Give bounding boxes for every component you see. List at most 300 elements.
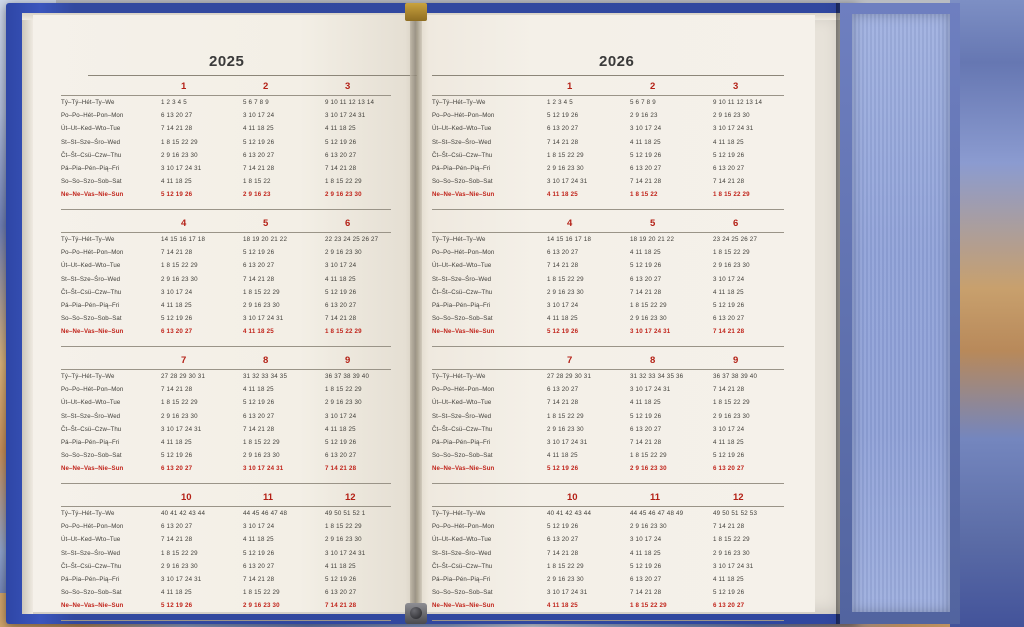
- month-dates: 1 8 15 22 29: [547, 275, 584, 283]
- month-number: 12: [733, 492, 744, 503]
- month-dates: 5 12 19 26: [325, 439, 357, 446]
- month-dates: 44 45 46 47 48: [243, 510, 288, 517]
- month-dates: 1 8 15 22 29: [630, 302, 667, 309]
- month-dates: 2 9 16 23 30: [325, 536, 362, 544]
- month-dates: 5 12 19 26: [547, 112, 579, 120]
- month-dates: 49 50 51 52 1: [325, 510, 366, 517]
- weekday-label: Čt–Št–Csü–Czw–Thu: [432, 425, 493, 433]
- month-number: 4: [567, 218, 573, 229]
- weekday-label: Tý–Tý–Hét–Ty–We: [432, 510, 486, 517]
- right-cover-cloth: [852, 14, 950, 612]
- month-dates: 7 14 21 28: [630, 178, 662, 186]
- month-dates: 4 11 18 25: [325, 425, 356, 433]
- month-dates: 5 12 19 26: [547, 328, 579, 336]
- month-dates: 40 41 42 43 44: [161, 510, 206, 517]
- weekday-label: Pá–Pia–Pén–Pią–Fri: [432, 302, 491, 309]
- month-dates: 2 9 16 23 30: [713, 412, 750, 420]
- weekday-label: Po–Po–Hét–Pon–Mon: [61, 112, 124, 120]
- month-number: 9: [733, 355, 739, 366]
- month-dates: 9 10 11 12 13 14: [325, 99, 375, 106]
- month-dates: 3 10 17 24: [325, 262, 357, 270]
- month-dates: 2 9 16 23 30: [547, 576, 584, 583]
- weekday-label: Po–Po–Hét–Pon–Mon: [432, 523, 495, 531]
- month-dates: 4 11 18 25: [547, 602, 578, 610]
- weekday-label: Po–Po–Hét–Pon–Mon: [61, 523, 124, 531]
- weekday-label: St–St–Sze–Śro–Wed: [432, 412, 492, 420]
- weekday-label: Čt–Št–Csü–Czw–Thu: [61, 425, 122, 433]
- month-dates: 5 12 19 26: [630, 412, 662, 420]
- weekday-label: Ne–Ne–Vas–Nie–Sun: [432, 328, 495, 336]
- weekday-label: St–St–Sze–Śro–Wed: [432, 549, 492, 557]
- weekday-label: Pá–Pia–Pén–Pią–Fri: [61, 165, 120, 172]
- month-dates: 7 14 21 28: [713, 178, 745, 186]
- month-dates: 3 10 17 24 31: [547, 589, 588, 597]
- weekday-label: Po–Po–Hét–Pon–Mon: [432, 112, 495, 120]
- quarter-rule-bottom: [61, 209, 391, 210]
- month-dates: 5 12 19 26: [161, 602, 193, 610]
- month-dates: 6 13 20 27: [325, 302, 357, 309]
- weekday-label: Ne–Ne–Vas–Nie–Sun: [432, 465, 495, 473]
- weekday-label: Ne–Ne–Vas–Nie–Sun: [61, 191, 124, 199]
- weekday-label: Ne–Ne–Vas–Nie–Sun: [61, 465, 124, 473]
- month-dates: 5 12 19 26: [547, 465, 579, 473]
- month-dates: 1 8 15 22 29: [161, 549, 198, 557]
- month-dates: 1 8 15 22 29: [243, 439, 280, 446]
- month-dates: 5 6 7 8 9: [630, 99, 656, 106]
- month-dates: 6 13 20 27: [630, 425, 662, 433]
- left-page: [33, 15, 413, 612]
- weekday-label: Út–Ut–Ked–Wto–Tue: [432, 262, 492, 270]
- month-dates: 1 8 15 22 29: [243, 288, 280, 296]
- weekday-label: Čt–Št–Csü–Czw–Thu: [432, 288, 493, 296]
- month-dates: 1 8 15 22 29: [325, 328, 362, 336]
- month-dates: 1 8 15 22 29: [630, 602, 667, 610]
- month-dates: 5 12 19 26: [243, 399, 275, 407]
- month-dates: 6 13 20 27: [547, 386, 579, 394]
- month-number: 10: [567, 492, 578, 503]
- quarter-block: [417, 355, 815, 485]
- month-number: 4: [181, 218, 187, 229]
- quarter-rule-bottom: [432, 620, 784, 621]
- month-dates: 1 2 3 4 5: [161, 99, 187, 106]
- month-dates: 4 11 18 25: [630, 138, 661, 146]
- month-dates: 5 12 19 26: [547, 523, 579, 531]
- month-dates: 5 12 19 26: [161, 191, 193, 199]
- month-dates: 4 11 18 25: [630, 399, 661, 407]
- month-number: 12: [345, 492, 356, 503]
- month-dates: 3 10 17 24: [713, 425, 745, 433]
- weekday-label: Tý–Tý–Hét–Ty–We: [432, 99, 486, 106]
- month-dates: 3 10 17 24 31: [243, 465, 284, 473]
- month-dates: 1 8 15 22 29: [161, 262, 198, 270]
- month-number: 8: [650, 355, 656, 366]
- left-page-top-rule: [88, 75, 418, 76]
- month-number: 2: [263, 81, 269, 92]
- month-dates: 2 9 16 23 30: [713, 549, 750, 557]
- month-dates: 2 9 16 23 30: [243, 302, 280, 309]
- quarter-rule: [432, 506, 784, 507]
- month-dates: 44 45 46 47 48 49: [630, 510, 684, 517]
- weekday-label: So–So–Szo–Sob–Sat: [432, 178, 493, 186]
- weekday-label: St–St–Sze–Śro–Wed: [432, 138, 492, 146]
- month-dates: 4 11 18 25: [547, 191, 578, 199]
- weekday-label: Tý–Tý–Hét–Ty–We: [432, 373, 486, 380]
- month-number: 8: [263, 355, 269, 366]
- weekday-label: So–So–Szo–Sob–Sat: [61, 452, 122, 460]
- month-dates: 14 15 16 17 18: [547, 236, 592, 243]
- month-dates: 7 14 21 28: [547, 549, 579, 557]
- month-dates: 1 8 15 22 29: [325, 523, 362, 531]
- month-dates: 22 23 24 25 26 27: [325, 236, 379, 243]
- quarter-block: [33, 81, 413, 211]
- month-dates: 49 50 51 52 53: [713, 510, 758, 517]
- weekday-label: So–So–Szo–Sob–Sat: [432, 589, 493, 597]
- quarter-rule: [61, 369, 391, 370]
- month-dates: 2 9 16 23: [243, 191, 271, 199]
- month-dates: 2 9 16 23 30: [243, 602, 280, 610]
- month-dates: 1 8 15 22 29: [630, 452, 667, 460]
- month-dates: 3 10 17 24 31: [630, 328, 671, 336]
- weekday-label: Pá–Pia–Pén–Pią–Fri: [61, 302, 120, 309]
- month-number: 2: [650, 81, 656, 92]
- weekday-label: Ne–Ne–Vas–Nie–Sun: [61, 328, 124, 336]
- month-dates: 36 37 38 39 40: [325, 373, 370, 380]
- month-dates: 5 12 19 26: [243, 249, 275, 257]
- month-dates: 3 10 17 24: [325, 412, 357, 420]
- weekday-label: Pá–Pia–Pén–Pią–Fri: [432, 439, 491, 446]
- weekday-label: Pá–Pia–Pén–Pią–Fri: [61, 439, 120, 446]
- month-number: 9: [345, 355, 351, 366]
- clasp-knob[interactable]: [410, 607, 422, 619]
- month-dates: 2 9 16 23 30: [547, 165, 584, 172]
- quarter-rule-bottom: [61, 483, 391, 484]
- weekday-label: Út–Ut–Ked–Wto–Tue: [61, 262, 121, 270]
- month-dates: 7 14 21 28: [630, 589, 662, 597]
- book-cover-right-edge: [950, 0, 1024, 627]
- month-dates: 1 8 15 22: [630, 191, 658, 199]
- month-dates: 2 9 16 23 30: [547, 425, 584, 433]
- month-number: 5: [263, 218, 269, 229]
- month-dates: 3 10 17 24 31: [243, 315, 284, 323]
- quarter-block: [417, 492, 815, 622]
- month-dates: 7 14 21 28: [630, 288, 662, 296]
- month-dates: 3 10 17 24 31: [547, 439, 588, 446]
- month-dates: 36 37 38 39 40: [713, 373, 758, 380]
- weekday-label: Út–Ut–Ked–Wto–Tue: [61, 399, 121, 407]
- weekday-label: Út–Ut–Ked–Wto–Tue: [61, 536, 121, 544]
- weekday-label: Tý–Tý–Hét–Ty–We: [432, 236, 486, 243]
- month-dates: 27 28 29 30 31: [547, 373, 592, 380]
- month-dates: 7 14 21 28: [243, 275, 275, 283]
- month-dates: 6 13 20 27: [161, 112, 193, 120]
- month-dates: 1 8 15 22 29: [713, 536, 750, 544]
- month-dates: 4 11 18 25: [713, 138, 744, 146]
- month-dates: 5 12 19 26: [243, 138, 275, 146]
- month-number: 5: [650, 218, 656, 229]
- weekday-label: Ne–Ne–Vas–Nie–Sun: [61, 602, 124, 610]
- month-dates: 4 11 18 25: [243, 386, 274, 394]
- month-dates: 31 32 33 34 35: [243, 373, 288, 380]
- weekday-label: Tý–Tý–Hét–Ty–We: [61, 99, 115, 106]
- month-dates: 31 32 33 34 35 36: [630, 373, 684, 380]
- quarter-block: [33, 492, 413, 622]
- month-dates: 23 24 25 26 27: [713, 236, 758, 243]
- quarter-rule: [432, 95, 784, 96]
- month-dates: 7 14 21 28: [161, 249, 193, 257]
- weekday-label: So–So–Szo–Sob–Sat: [432, 315, 493, 323]
- month-dates: 3 10 17 24: [161, 288, 193, 296]
- month-dates: 4 11 18 25: [325, 275, 356, 283]
- month-dates: 5 12 19 26: [325, 288, 357, 296]
- month-dates: 4 11 18 25: [243, 328, 274, 336]
- weekday-label: St–St–Sze–Śro–Wed: [61, 275, 121, 283]
- month-dates: 2 9 16 23 30: [630, 465, 667, 473]
- month-dates: 27 28 29 30 31: [161, 373, 206, 380]
- month-number: 1: [181, 81, 187, 92]
- month-dates: 4 11 18 25: [630, 549, 661, 557]
- quarter-rule: [432, 369, 784, 370]
- month-dates: 7 14 21 28: [243, 165, 275, 172]
- month-dates: 6 13 20 27: [547, 125, 579, 133]
- month-dates: 3 10 17 24: [243, 112, 275, 120]
- month-dates: 3 10 17 24 31: [161, 165, 202, 172]
- month-dates: 6 13 20 27: [161, 523, 193, 531]
- month-number: 3: [345, 81, 351, 92]
- month-dates: 6 13 20 27: [243, 262, 275, 270]
- month-dates: 6 13 20 27: [630, 165, 662, 172]
- month-dates: 4 11 18 25: [161, 178, 192, 186]
- weekday-label: Tý–Tý–Hét–Ty–We: [61, 510, 115, 517]
- month-dates: 5 12 19 26: [713, 589, 745, 597]
- month-dates: 6 13 20 27: [161, 465, 193, 473]
- month-dates: 7 14 21 28: [161, 386, 193, 394]
- month-dates: 1 8 15 22 29: [325, 386, 362, 394]
- month-dates: 2 9 16 23 30: [325, 399, 362, 407]
- month-dates: 5 12 19 26: [713, 302, 745, 309]
- month-dates: 18 19 20 21 22: [630, 236, 675, 243]
- month-dates: 1 2 3 4 5: [547, 99, 573, 106]
- weekday-label: So–So–Szo–Sob–Sat: [61, 315, 122, 323]
- month-dates: 6 13 20 27: [713, 315, 745, 323]
- month-dates: 4 11 18 25: [161, 439, 192, 446]
- weekday-label: So–So–Szo–Sob–Sat: [61, 589, 122, 597]
- month-dates: 7 14 21 28: [547, 138, 579, 146]
- month-dates: 7 14 21 28: [547, 262, 579, 270]
- weekday-label: Út–Ut–Ked–Wto–Tue: [432, 536, 492, 544]
- month-dates: 5 6 7 8 9: [243, 99, 269, 106]
- month-dates: 1 8 15 22 29: [713, 399, 750, 407]
- right-page-year: 2026: [599, 53, 635, 70]
- month-number: 7: [181, 355, 187, 366]
- weekday-label: So–So–Szo–Sob–Sat: [61, 178, 122, 186]
- weekday-label: Po–Po–Hét–Pon–Mon: [61, 249, 124, 257]
- month-dates: 4 11 18 25: [713, 288, 744, 296]
- month-dates: 6 13 20 27: [243, 562, 275, 570]
- weekday-label: Čt–Št–Csü–Czw–Thu: [432, 562, 493, 570]
- month-dates: 3 10 17 24: [243, 523, 275, 531]
- weekday-label: Po–Po–Hét–Pon–Mon: [432, 386, 495, 394]
- month-dates: 5 12 19 26: [630, 151, 662, 159]
- weekday-label: St–St–Sze–Śro–Wed: [61, 412, 121, 420]
- month-number: 7: [567, 355, 573, 366]
- quarter-block: [417, 218, 815, 348]
- quarter-rule-bottom: [61, 346, 391, 347]
- month-number: 11: [263, 492, 274, 503]
- weekday-label: So–So–Szo–Sob–Sat: [432, 452, 493, 460]
- month-dates: 4 11 18 25: [325, 562, 356, 570]
- weekday-label: Ne–Ne–Vas–Nie–Sun: [432, 191, 495, 199]
- weekday-label: Út–Ut–Ked–Wto–Tue: [61, 125, 121, 133]
- quarter-rule-bottom: [432, 346, 784, 347]
- month-dates: 5 12 19 26: [713, 151, 745, 159]
- weekday-label: Pá–Pia–Pén–Pią–Fri: [432, 576, 491, 583]
- month-dates: 3 10 17 24: [630, 125, 662, 133]
- month-dates: 4 11 18 25: [243, 125, 274, 133]
- month-dates: 5 12 19 26: [161, 452, 193, 460]
- month-dates: 7 14 21 28: [243, 576, 275, 583]
- month-dates: 2 9 16 23 30: [630, 315, 667, 323]
- month-dates: 1 8 15 22 29: [325, 178, 362, 186]
- month-dates: 4 11 18 25: [630, 249, 661, 257]
- month-number: 6: [345, 218, 351, 229]
- month-dates: 2 9 16 23 30: [161, 412, 198, 420]
- month-dates: 4 11 18 25: [713, 576, 744, 583]
- month-dates: 6 13 20 27: [325, 589, 357, 597]
- month-dates: 14 15 16 17 18: [161, 236, 206, 243]
- weekday-label: Tý–Tý–Hét–Ty–We: [61, 373, 115, 380]
- month-dates: 9 10 11 12 13 14: [713, 99, 763, 106]
- month-dates: 7 14 21 28: [161, 536, 193, 544]
- month-dates: 2 9 16 23 30: [161, 275, 198, 283]
- month-dates: 2 9 16 23 30: [713, 112, 750, 120]
- month-number: 1: [567, 81, 573, 92]
- month-dates: 2 9 16 23: [630, 112, 658, 120]
- month-dates: 5 12 19 26: [630, 562, 662, 570]
- book-gutter: [410, 15, 422, 612]
- month-dates: 1 8 15 22 29: [243, 589, 280, 597]
- month-dates: 7 14 21 28: [243, 425, 275, 433]
- clasp-top[interactable]: [405, 3, 427, 21]
- weekday-label: Po–Po–Hét–Pon–Mon: [432, 249, 495, 257]
- month-dates: 6 13 20 27: [325, 151, 357, 159]
- month-dates: 4 11 18 25: [161, 302, 192, 309]
- month-dates: 18 19 20 21 22: [243, 236, 288, 243]
- month-dates: 3 10 17 24: [713, 275, 745, 283]
- month-dates: 1 8 15 22: [243, 178, 271, 186]
- quarter-rule-bottom: [61, 620, 391, 621]
- month-dates: 3 10 17 24 31: [161, 425, 202, 433]
- weekday-label: Pá–Pia–Pén–Pią–Fri: [61, 576, 120, 583]
- month-dates: 2 9 16 23 30: [243, 452, 280, 460]
- month-dates: 1 8 15 22 29: [713, 249, 750, 257]
- right-page: [417, 15, 815, 612]
- weekday-label: St–St–Sze–Śro–Wed: [61, 138, 121, 146]
- month-dates: 7 14 21 28: [325, 465, 357, 473]
- month-dates: 2 9 16 23 30: [713, 262, 750, 270]
- month-dates: 5 12 19 26: [713, 452, 745, 460]
- month-dates: 7 14 21 28: [713, 523, 745, 531]
- month-dates: 3 10 17 24 31: [713, 562, 754, 570]
- month-dates: 4 11 18 25: [325, 125, 356, 133]
- month-dates: 7 14 21 28: [325, 602, 357, 610]
- weekday-label: Čt–Št–Csü–Czw–Thu: [61, 562, 122, 570]
- month-number: 3: [733, 81, 739, 92]
- month-dates: 2 9 16 23 30: [325, 191, 362, 199]
- month-dates: 3 10 17 24 31: [713, 125, 754, 133]
- month-dates: 3 10 17 24 31: [630, 386, 671, 394]
- month-dates: 5 12 19 26: [243, 549, 275, 557]
- month-dates: 5 12 19 26: [325, 138, 357, 146]
- quarter-block: [33, 218, 413, 348]
- month-dates: 3 10 17 24 31: [161, 576, 202, 583]
- month-dates: 3 10 17 24 31: [325, 112, 366, 120]
- month-dates: 2 9 16 23 30: [630, 523, 667, 531]
- month-number: 10: [181, 492, 192, 503]
- month-dates: 1 8 15 22 29: [547, 562, 584, 570]
- weekday-label: Pá–Pia–Pén–Pią–Fri: [432, 165, 491, 172]
- month-dates: 3 10 17 24: [630, 536, 662, 544]
- weekday-label: St–St–Sze–Śro–Wed: [432, 275, 492, 283]
- month-dates: 5 12 19 26: [325, 576, 357, 583]
- right-page-top-rule: [432, 75, 784, 76]
- weekday-label: Út–Ut–Ked–Wto–Tue: [432, 399, 492, 407]
- month-dates: 6 13 20 27: [243, 412, 275, 420]
- quarter-rule: [61, 232, 391, 233]
- quarter-block: [33, 355, 413, 485]
- month-dates: 4 11 18 25: [547, 452, 578, 460]
- quarter-rule: [61, 506, 391, 507]
- quarter-rule: [432, 232, 784, 233]
- weekday-label: Po–Po–Hét–Pon–Mon: [61, 386, 124, 394]
- month-dates: 6 13 20 27: [547, 249, 579, 257]
- month-dates: 6 13 20 27: [630, 275, 662, 283]
- weekday-label: Čt–Št–Csü–Czw–Thu: [432, 151, 493, 159]
- month-dates: 2 9 16 23 30: [161, 562, 198, 570]
- page-edges-left: [22, 13, 33, 614]
- weekday-label: St–St–Sze–Śro–Wed: [61, 549, 121, 557]
- month-dates: 3 10 17 24: [547, 302, 579, 309]
- month-number: 6: [733, 218, 739, 229]
- month-number: 11: [650, 492, 661, 503]
- month-dates: 6 13 20 27: [325, 452, 357, 460]
- weekday-label: Čt–Št–Csü–Czw–Thu: [61, 151, 122, 159]
- month-dates: 7 14 21 28: [630, 439, 662, 446]
- month-dates: 7 14 21 28: [161, 125, 193, 133]
- weekday-label: Tý–Tý–Hét–Ty–We: [61, 236, 115, 243]
- month-dates: 2 9 16 23 30: [161, 151, 198, 159]
- month-dates: 7 14 21 28: [325, 165, 357, 172]
- month-dates: 6 13 20 27: [161, 328, 193, 336]
- month-dates: 4 11 18 25: [547, 315, 578, 323]
- month-dates: 6 13 20 27: [713, 165, 745, 172]
- month-dates: 3 10 17 24 31: [547, 178, 588, 186]
- month-dates: 2 9 16 23 30: [325, 249, 362, 257]
- quarter-block: [417, 81, 815, 211]
- month-dates: 40 41 42 43 44: [547, 510, 592, 517]
- month-dates: 1 8 15 22 29: [713, 191, 750, 199]
- month-dates: 4 11 18 25: [713, 439, 744, 446]
- month-dates: 1 8 15 22 29: [161, 138, 198, 146]
- quarter-rule-bottom: [432, 483, 784, 484]
- month-dates: 7 14 21 28: [547, 399, 579, 407]
- month-dates: 4 11 18 25: [161, 589, 192, 597]
- month-dates: 5 12 19 26: [630, 262, 662, 270]
- month-dates: 2 9 16 23 30: [547, 288, 584, 296]
- month-dates: 7 14 21 28: [713, 328, 745, 336]
- month-dates: 3 10 17 24 31: [325, 549, 366, 557]
- weekday-label: Út–Ut–Ked–Wto–Tue: [432, 125, 492, 133]
- month-dates: 6 13 20 27: [547, 536, 579, 544]
